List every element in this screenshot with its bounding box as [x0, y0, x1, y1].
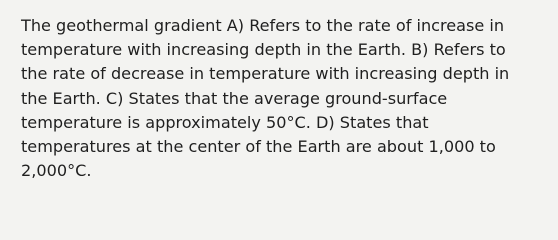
question-text: The geothermal gradient A) Refers to the rate of increase in temperature with increasing depth in the Earth. B) Refers to the rate of decrease in temperature with increasing depth in the Earth. C) States that the average ground-surface temperature is approximately 50°C. D) States that temperatures at the center of the Earth are about 1,000 to 2,000°C. — [21, 16, 510, 181]
